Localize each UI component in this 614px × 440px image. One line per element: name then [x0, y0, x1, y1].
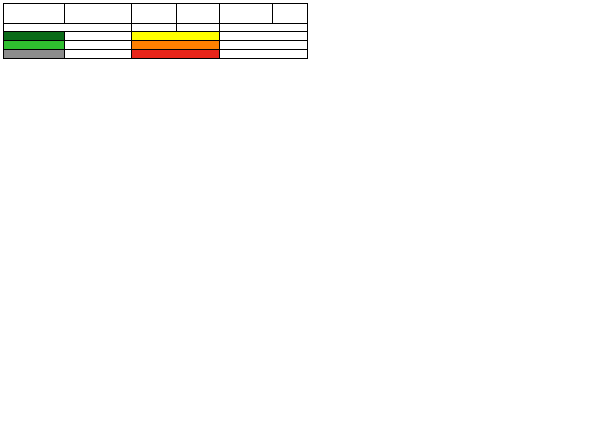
- legend-label-cr: [220, 41, 308, 50]
- legend-label-pd1: [65, 32, 132, 41]
- legend-swatch-cr: [132, 41, 220, 50]
- legend-swatch-sd: [4, 50, 65, 59]
- median-value: [177, 24, 220, 32]
- header-midpoint-difference: [177, 4, 220, 24]
- xenograft-table: [3, 3, 308, 59]
- header-overall-group-response: [220, 4, 273, 24]
- legend-row: [4, 41, 308, 50]
- header-median-score: [132, 4, 177, 24]
- legend-swatch-mcr: [132, 50, 220, 59]
- table-header-row: [4, 4, 308, 24]
- median-label: [132, 24, 177, 32]
- legend-label-mcr: [220, 50, 308, 59]
- legend-swatch-pd1: [4, 32, 65, 41]
- header-histology: [65, 4, 132, 24]
- legend-label-sd: [65, 50, 132, 59]
- header-xenograft-line: [4, 4, 65, 24]
- midpoint-chart: [300, 0, 614, 440]
- legend-swatch-pd2: [4, 41, 65, 50]
- legend-row: [4, 32, 308, 41]
- median-blank-right: [220, 24, 308, 32]
- median-blank: [4, 24, 132, 32]
- median-row: [4, 24, 308, 32]
- legend-label-pd2: [65, 41, 132, 50]
- legend-swatch-pr: [132, 32, 220, 41]
- legend-row: [4, 50, 308, 59]
- legend-label-pr: [220, 32, 308, 41]
